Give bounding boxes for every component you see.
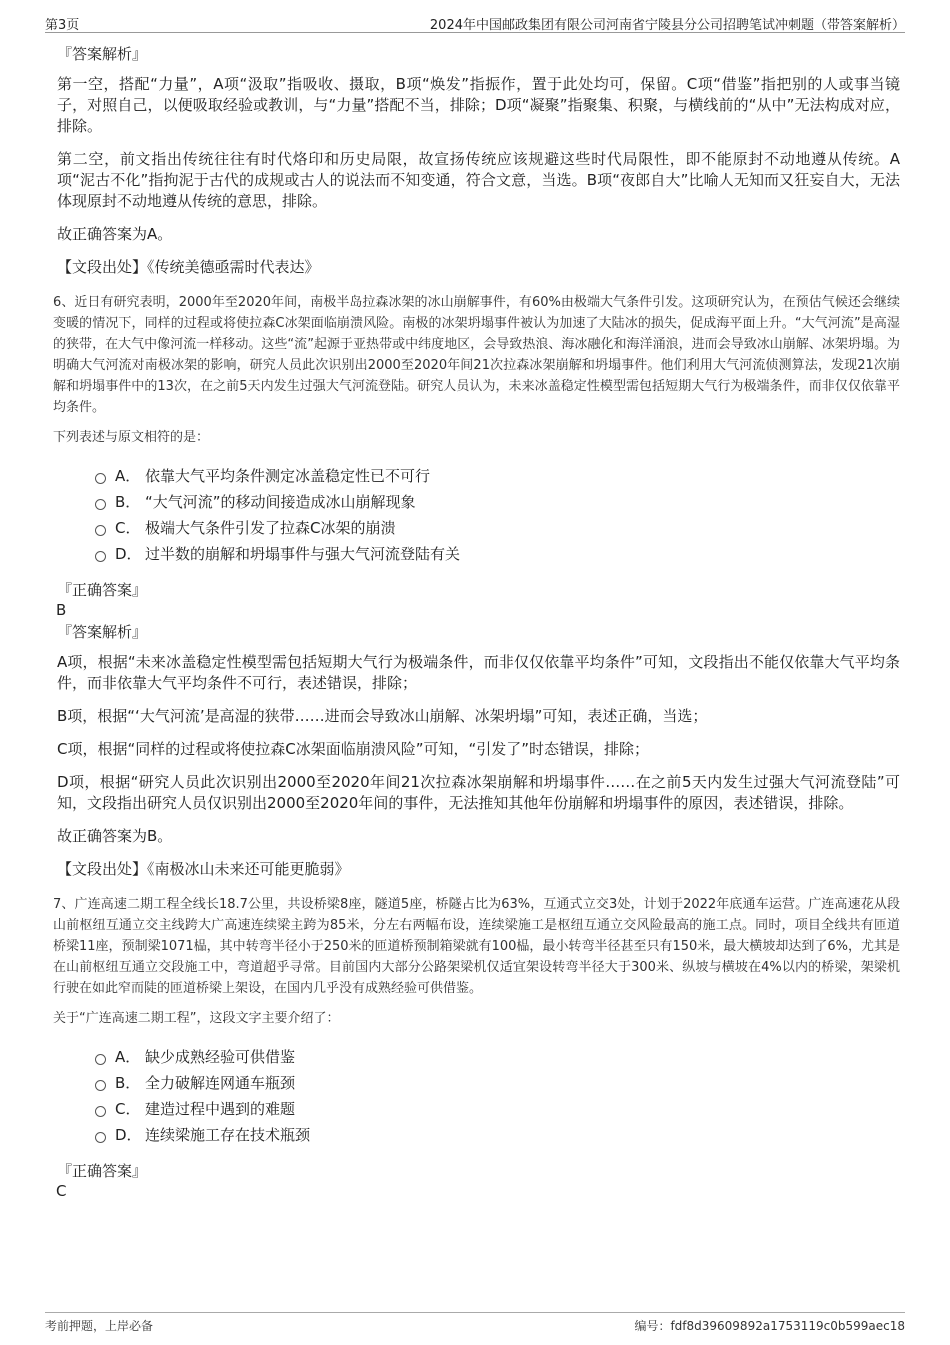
q7-option-b[interactable]: [95, 1073, 900, 1099]
q5-conclusion: 故正确答案为A。: [57, 225, 173, 243]
page-number: 第3页: [45, 18, 80, 33]
q6-prompt: 下列表述与原文相符的是：: [53, 430, 210, 445]
option-letter: A．: [115, 467, 141, 485]
option-letter: B．: [115, 1074, 141, 1092]
page-footer: [45, 1312, 905, 1335]
option-letter: B．: [115, 493, 141, 511]
option-letter: D．: [115, 1126, 142, 1144]
q6-options: [95, 466, 900, 570]
q5-source: 【文段出处】《传统美德亟需时代表达》: [57, 258, 320, 276]
q6-conclusion: 故正确答案为B。: [57, 827, 173, 845]
q6-option-a[interactable]: [95, 466, 900, 492]
radio-icon[interactable]: [95, 1132, 106, 1143]
q7-answer: C: [56, 1182, 67, 1200]
q6-source: 【文段出处】《南极冰山未来还可能更脆弱》: [57, 860, 350, 878]
q6-analysis-d: D项，根据“研究人员此次识别出2000至2020年间21次拉森冰架崩解和坍塌事件……在之前5天内发生过强大气河流登陆”可知，文段指出研究人员仅识别出2000至2020年间的事件，无法推知其他年份崩解和坍塌事件的原因，表述错误，排除。: [57, 773, 900, 812]
q6-analysis-a: A项，根据“未来冰盖稳定性模型需包括短期大气行为极端条件，而非仅仅依靠平均条件”可知，文段指出不能仅依靠大气平均条件，而非依靠大气平均条件不可行，表述错误，排除；: [57, 653, 900, 692]
q7-option-a[interactable]: [95, 1047, 900, 1073]
radio-icon[interactable]: [95, 1080, 106, 1091]
q5-analysis-p2: 第二空，前文指出传统往往有时代烙印和历史局限，故宣扬传统应该规避这些时代局限性，即不能原封不动地遵从传统。A项“泥古不化”指拘泥于古代的成规或古人的说法而不知变通，符合文意，当选。B项“夜郎自大”比喻人无知而又狂妄自大，无法体现原封不动地遵从传统的意思，排除。: [57, 150, 900, 210]
option-text: 极端大气条件引发了拉森C冰架的崩溃: [145, 519, 396, 537]
document-code: 编号：fdf8d39609892a1753119c0b599aec18: [634, 1319, 905, 1333]
option-text: 建造过程中遇到的难题: [145, 1100, 296, 1118]
q6-analysis-c: C项，根据“同样的过程或将使拉森C冰架面临崩溃风险”可知，“引发了”时态错误，排除；: [57, 740, 650, 758]
footer-slogan: 考前押题，上岸必备: [45, 1319, 154, 1333]
q6-block: [53, 292, 900, 880]
option-text: 过半数的崩解和坍塌事件与强大气河流登陆有关: [145, 545, 461, 563]
radio-icon[interactable]: [95, 499, 106, 510]
option-text: 连续梁施工存在技术瓶颈: [145, 1126, 311, 1144]
q5-tail: [57, 44, 900, 278]
q7-option-d[interactable]: [95, 1125, 900, 1151]
q5-analysis-label: 『答案解析』: [57, 45, 148, 63]
option-text: 依靠大气平均条件测定冰盖稳定性已不可行: [145, 467, 431, 485]
option-letter: C．: [115, 1100, 141, 1118]
option-letter: D．: [115, 545, 142, 563]
radio-icon[interactable]: [95, 473, 106, 484]
page-content: [53, 44, 900, 1203]
q6-option-b[interactable]: [95, 492, 900, 518]
radio-icon[interactable]: [95, 1054, 106, 1065]
q6-answer: B: [56, 601, 67, 619]
q7-option-c[interactable]: [95, 1099, 900, 1125]
q7-block: [53, 894, 900, 1201]
radio-icon[interactable]: [95, 551, 106, 562]
q6-question: 6、近日有研究表明，2000年至2020年间，南极半岛拉森冰架的冰山崩解事件，有60%由极端大气条件引发。这项研究认为，在预估气候还会继续变暖的情况下，同样的过程或将使拉森C冰架面临崩溃风险。南极的冰架坍塌事件被认为加速了大陆冰的损失，促成海平面上升。“大气河流”是高湿的狭带，在大气中像河流一样移动。这些“流”起源于亚热带或中纬度地区，会导致热浪、海冰融化和海洋涌浪，进而会导致冰山崩解、冰架坍塌。为明确大气河流对南极冰架的影响，研究人员此次识别出2000至2020年间21次拉森冰架崩解和坍塌事件。他们利用大气河流侦测算法，发现21次崩解和坍塌事件中的13次，在之前5天内发生过强大气河流登陆。研究人员认为，未来冰盖稳定性模型需包括短期大气行为极端条件，而非仅仅依靠平均条件。: [53, 295, 900, 415]
radio-icon[interactable]: [95, 1106, 106, 1117]
q6-analysis-b: B项，根据“‘大气河流’是高湿的狭带……进而会导致冰山崩解、冰架坍塌”可知，表述正确，当选；: [57, 707, 708, 725]
q6-analysis-label: 『答案解析』: [57, 623, 148, 641]
option-text: 全力破解连网通车瓶颈: [145, 1074, 296, 1092]
q7-answer-label: 『正确答案』: [57, 1162, 148, 1180]
q6-option-d[interactable]: [95, 544, 900, 570]
option-text: “大气河流”的移动间接造成冰山崩解现象: [145, 493, 416, 511]
q7-options: [95, 1047, 900, 1151]
radio-icon[interactable]: [95, 525, 106, 536]
option-letter: A．: [115, 1048, 141, 1066]
option-text: 缺少成熟经验可供借鉴: [145, 1048, 296, 1066]
page-header: [45, 10, 905, 33]
q7-prompt: 关于“广连高速二期工程”，这段文字主要介绍了：: [53, 1011, 340, 1026]
q5-analysis-p1: 第一空，搭配“力量”，A项“汲取”指吸收、摄取，B项“焕发”指振作，置于此处均可，保留。C项“借鉴”指把别的人或事当镜子，对照自己，以便吸取经验或教训，与“力量”搭配不当，排除；D项“凝聚”指聚集、积聚，与横线前的“从中”无法构成对应，排除。: [57, 75, 900, 135]
document-title: 2024年中国邮政集团有限公司河南省宁陵县分公司招聘笔试冲刺题（带答案解析）: [429, 18, 905, 33]
q6-answer-label: 『正确答案』: [57, 581, 148, 599]
q7-question: 7、广连高速二期工程全线长18.7公里，共设桥梁8座，隧道5座，桥隧占比为63%，互通式立交3处，计划于2022年底通车运营。广连高速花从段山前枢纽互通立交主线跨大广高速连续梁主跨为85米，分左右两幅布设，连续梁施工是枢纽互通立交风险最高的施工点。同时，项目全线共有匝道桥梁11座，预制梁1071榀，其中转弯半径小于250米的匝道桥预制箱梁就有100榀，最小转弯半径甚至只有150米，最大横坡却达到了6%，尤其是在山前枢纽互通立交段施工中，弯道超乎寻常。目前国内大部分公路架梁机仅适宜架设转弯半径大于300米、纵坡与横坡在4%以内的桥梁，架梁机行驶在如此窄而陡的匝道桥梁上架设，在国内几乎没有成熟经验可供借鉴。: [53, 897, 900, 996]
option-letter: C．: [115, 519, 141, 537]
q6-option-c[interactable]: [95, 518, 900, 544]
